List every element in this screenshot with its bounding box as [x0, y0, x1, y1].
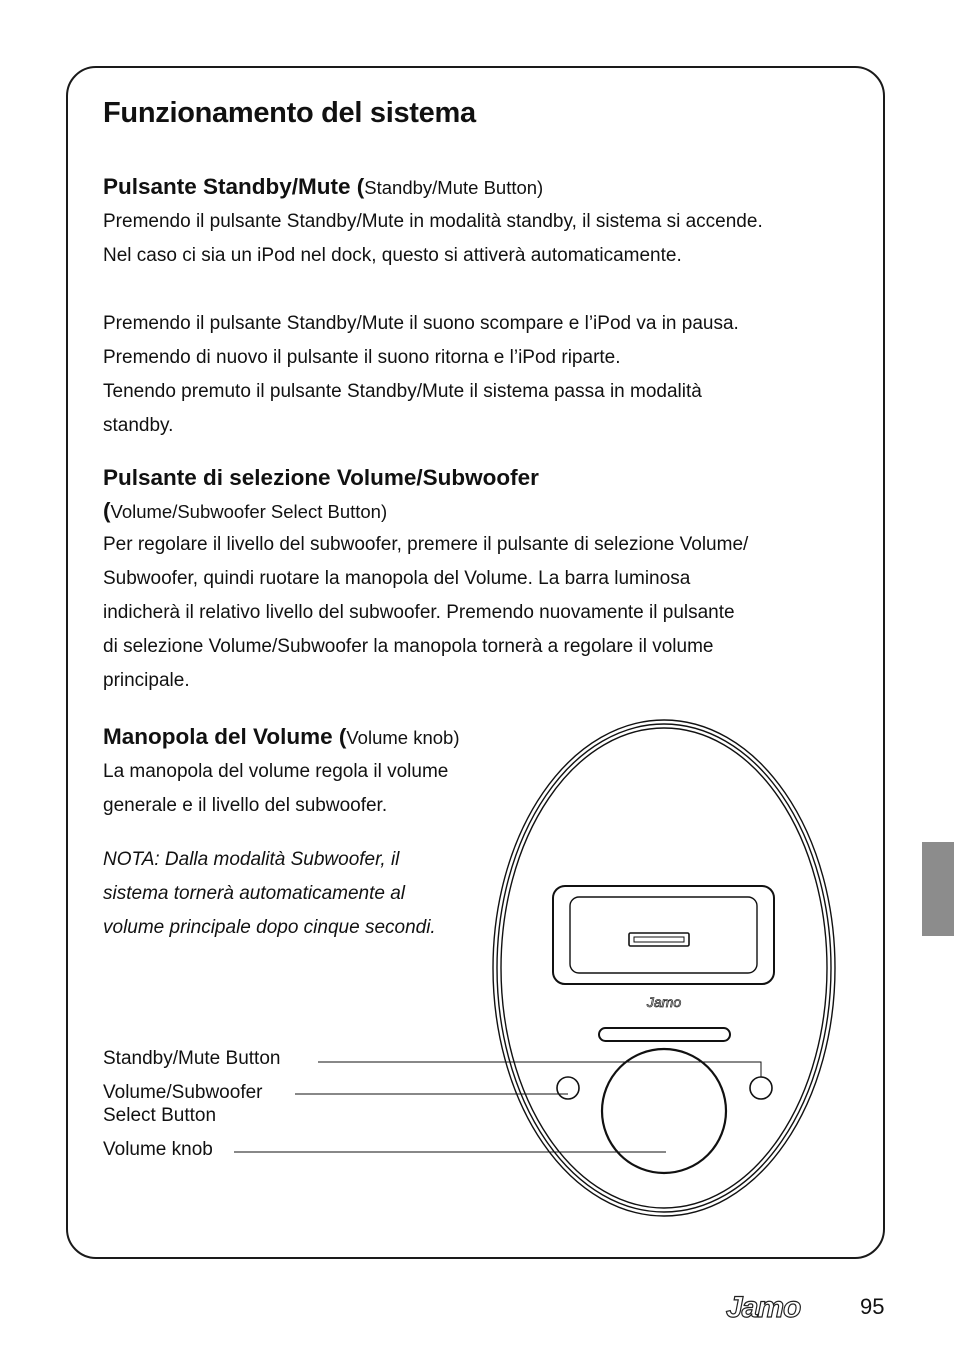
paragraph-line: Premendo il pulsante Standby/Mute in modalità standby, il sistema si accende. — [103, 211, 763, 232]
paragraph-line: La manopola del volume regola il volume — [103, 761, 449, 782]
chapter-tab — [922, 842, 954, 936]
device-logo: Jamo — [646, 994, 682, 1010]
heading-text: Manopola del Volume ( — [103, 724, 347, 749]
paragraph-line: Subwoofer, quindi ruotare la manopola del Volume. La barra luminosa — [103, 568, 691, 589]
paragraph-line: Tenendo premuto il pulsante Standby/Mute il sistema passa in modalità — [103, 381, 702, 402]
heading-sub: Volume/Subwoofer Select Button) — [110, 501, 388, 522]
heading-paren: ( — [103, 498, 111, 523]
heading-sub: Standby/Mute Button) — [364, 177, 544, 198]
section-volume-select-heading: Pulsante di selezione Volume/Subwoofer — [103, 465, 539, 490]
page-number: 95 — [860, 1294, 885, 1319]
paragraph-line: Per regolare il livello del subwoofer, premere il pulsante di selezione Volume/ — [103, 534, 749, 555]
section-volume-select-heading2 — [103, 495, 853, 528]
heading-sub: Volume knob) — [346, 727, 460, 748]
callout-select-line2: Select Button — [103, 1105, 217, 1126]
callout-standby-label: Standby/Mute Button — [103, 1047, 286, 1070]
paragraph-line: Premendo di nuovo il pulsante il suono ritorna e l’iPod riparte. — [103, 347, 621, 368]
callout-knob-label: Volume knob — [103, 1138, 219, 1161]
section-standby-heading — [103, 170, 853, 205]
note-line: NOTA: Dalla modalità Subwoofer, il — [103, 849, 400, 870]
section-knob — [103, 720, 523, 945]
paragraph-line: indicherà il relativo livello del subwoofer. Premendo nuovamente il pulsante — [103, 602, 735, 623]
section-volume-select — [103, 461, 853, 698]
paragraph-line: di selezione Volume/Subwoofer la manopola tornerà a regolare il volume — [103, 636, 714, 657]
heading-text: Pulsante Standby/Mute ( — [103, 174, 365, 199]
page-title: Funzionamento del sistema — [103, 97, 476, 129]
section-knob-heading — [103, 720, 523, 755]
note-line: volume principale dopo cinque secondi. — [103, 917, 436, 938]
paragraph-line: Nel caso ci sia un iPod nel dock, questo si attiverà automaticamente. — [103, 245, 682, 266]
paragraph-line: standby. — [103, 415, 174, 436]
paragraph-line: Premendo il pulsante Standby/Mute il suono scompare e l’iPod va in pausa. — [103, 313, 739, 334]
callout-select-line1: Volume/Subwoofer — [103, 1082, 263, 1103]
callout-select-label — [103, 1081, 269, 1127]
paragraph-line: principale. — [103, 670, 190, 691]
paragraph-line: generale e il livello del subwoofer. — [103, 795, 388, 816]
section-standby — [103, 170, 853, 443]
note-line: sistema tornerà automaticamente al — [103, 883, 406, 904]
footer-logo: Jamo — [726, 1291, 801, 1324]
